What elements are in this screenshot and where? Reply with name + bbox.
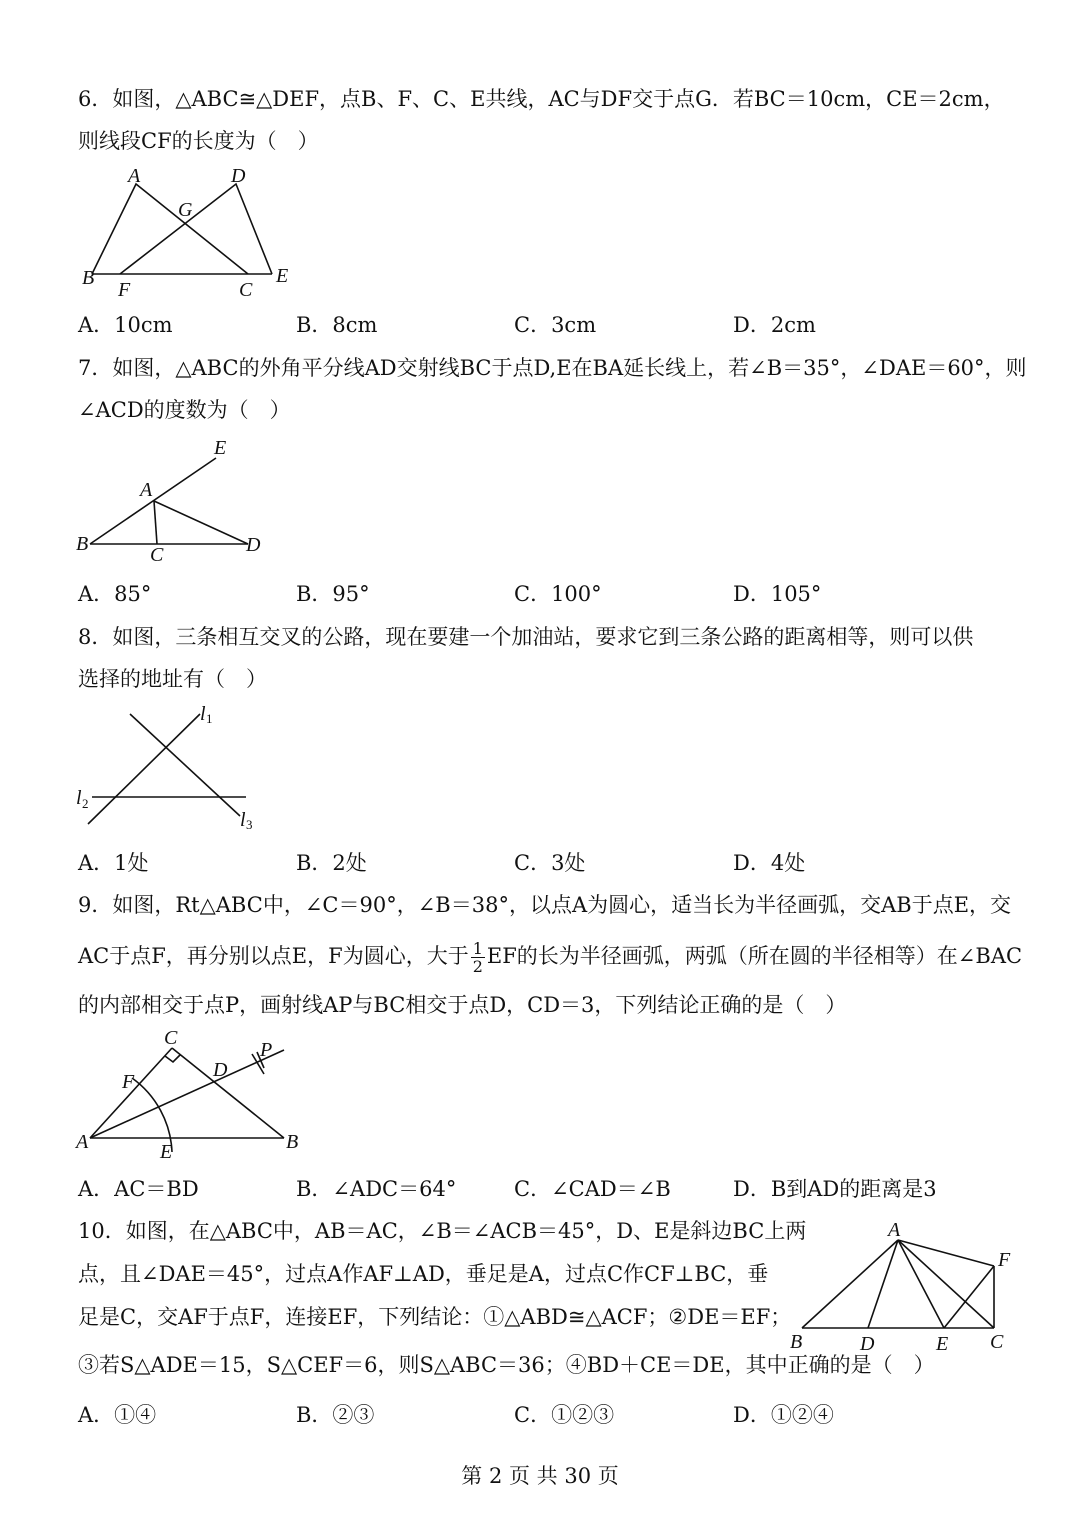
q10-option-d: D．①②④ [733, 1403, 834, 1427]
q7-option-d: D．105° [733, 582, 822, 606]
q10-label-A: A [888, 1219, 901, 1241]
q9-stem-line3: 的内部相交于点P，画射线AP与BC相交于点D，CD＝3，下列结论正确的是（ ） [78, 993, 847, 1017]
q8-label-l2: l [76, 787, 82, 809]
q9-label-A: A [76, 1131, 89, 1153]
q9-label-C: C [164, 1027, 178, 1049]
q10-label-F: F [998, 1249, 1011, 1271]
q8-option-b: B．2处 [296, 851, 367, 875]
q10-option-a: A．①④ [78, 1403, 157, 1427]
q9-figure [74, 1024, 314, 1164]
q7-figure [74, 432, 274, 572]
q8-stem-line2: 选择的地址有（ ） [78, 667, 267, 691]
q9-fraction-half [471, 940, 485, 975]
q10-label-C: C [990, 1331, 1004, 1353]
q9-stem-line2 [78, 940, 1022, 975]
q9-label-E: E [160, 1141, 173, 1163]
q6-stem-line1: 6．如图，△ABC≅△DEF，点B、F、C、E共线，AC与DF交于点G．若BC＝10cm，CE＝2cm， [78, 87, 1005, 111]
q9-option-d: D．B到AD的距离是3 [733, 1177, 937, 1201]
q6-label-F: F [118, 279, 131, 301]
q8-figure [74, 700, 274, 840]
q9-label-D: D [213, 1059, 228, 1081]
q7-label-D: D [246, 534, 261, 556]
q10-figure [784, 1214, 1024, 1364]
q10-stem-line4: ③若S△ADE＝15，S△CEF＝6，则S△ABC＝36；④BD＋CE＝DE，其中正确的是（ ） [78, 1353, 935, 1377]
q6-figure [78, 162, 308, 302]
q9-label-B: B [286, 1131, 299, 1153]
q7-option-c: C．100° [514, 582, 602, 606]
q8-label-l2-sub: 2 [82, 796, 89, 811]
q6-option-d: D．2cm [733, 313, 816, 337]
q9-fraction-numerator: 1 [472, 939, 483, 958]
q10-stem-line3: 足是C，交AF于点F，连接EF，下列结论：①△ABD≅△ACF；②DE＝EF； [78, 1305, 792, 1329]
q7-option-b: B．95° [296, 582, 370, 606]
q6-option-b: B．8cm [296, 313, 378, 337]
q9-option-a: A．AC＝BD [78, 1177, 199, 1201]
q7-label-A: A [140, 479, 153, 501]
q6-label-E: E [276, 265, 289, 287]
q7-label-E: E [214, 437, 227, 459]
q8-label-l3-sub: 3 [246, 817, 253, 832]
q10-stem-line1: 10．如图，在△ABC中，AB＝AC，∠B＝∠ACB＝45°，D、E是斜边BC上两 [78, 1219, 807, 1243]
q7-label-B: B [76, 533, 89, 555]
q10-option-c: C．①②③ [514, 1403, 615, 1427]
q6-stem-line2: 则线段CF的长度为（ ） [78, 129, 319, 153]
q10-label-E: E [936, 1333, 949, 1355]
q8-option-c: C．3处 [514, 851, 586, 875]
q7-option-a: A．85° [78, 582, 152, 606]
q10-label-B: B [790, 1331, 803, 1353]
q8-option-a: A．1处 [78, 851, 149, 875]
q9-option-b: B．∠ADC＝64° [296, 1177, 457, 1201]
q7-stem-line1: 7．如图，△ABC的外角平分线AD交射线BC于点D,E在BA延长线上，若∠B＝35°，∠DAE＝60°，则 [78, 356, 1027, 380]
q9-stem-line2-part2: EF的长为半径画弧，两弧（所在圆的半径相等）在∠BAC [486, 944, 1023, 968]
q8-label-l1: l [200, 703, 206, 725]
q10-label-D: D [860, 1333, 875, 1355]
q8-label-l1-sub: 1 [206, 711, 213, 726]
q9-stem-line1: 9．如图，Rt△ABC中，∠C＝90°，∠B＝38°，以点A为圆心，适当长为半径画弧，交AB于点E，交 [78, 893, 1012, 917]
q8-stem-line1: 8．如图，三条相互交叉的公路，现在要建一个加油站，要求它到三条公路的距离相等，则可以供 [78, 625, 974, 649]
q10-option-b: B．②③ [296, 1403, 375, 1427]
q6-option-c: C．3cm [514, 313, 597, 337]
q6-option-a: A．10cm [78, 313, 173, 337]
q6-label-G: G [178, 199, 193, 221]
page-footer: 第 2 页 共 30 页 [461, 1464, 619, 1488]
q6-label-C: C [239, 279, 253, 301]
q9-label-P: P [260, 1039, 273, 1061]
q6-label-B: B [82, 267, 95, 289]
q9-fraction-denominator: 2 [472, 957, 483, 976]
q6-label-D: D [231, 165, 246, 187]
q7-stem-line2: ∠ACD的度数为（ ） [78, 398, 291, 422]
q9-stem-line2-part1: AC于点F，再分别以点E，F为圆心，大于 [78, 944, 469, 968]
q8-option-d: D．4处 [733, 851, 806, 875]
q8-label-l3: l [240, 809, 246, 831]
q9-label-F: F [122, 1071, 135, 1093]
q9-option-c: C．∠CAD＝∠B [514, 1177, 671, 1201]
q6-label-A: A [128, 165, 141, 187]
q7-label-C: C [150, 544, 164, 566]
q10-stem-line2: 点，且∠DAE＝45°，过点A作AF⊥AD，垂足是A，过点C作CF⊥BC，垂 [78, 1262, 769, 1286]
